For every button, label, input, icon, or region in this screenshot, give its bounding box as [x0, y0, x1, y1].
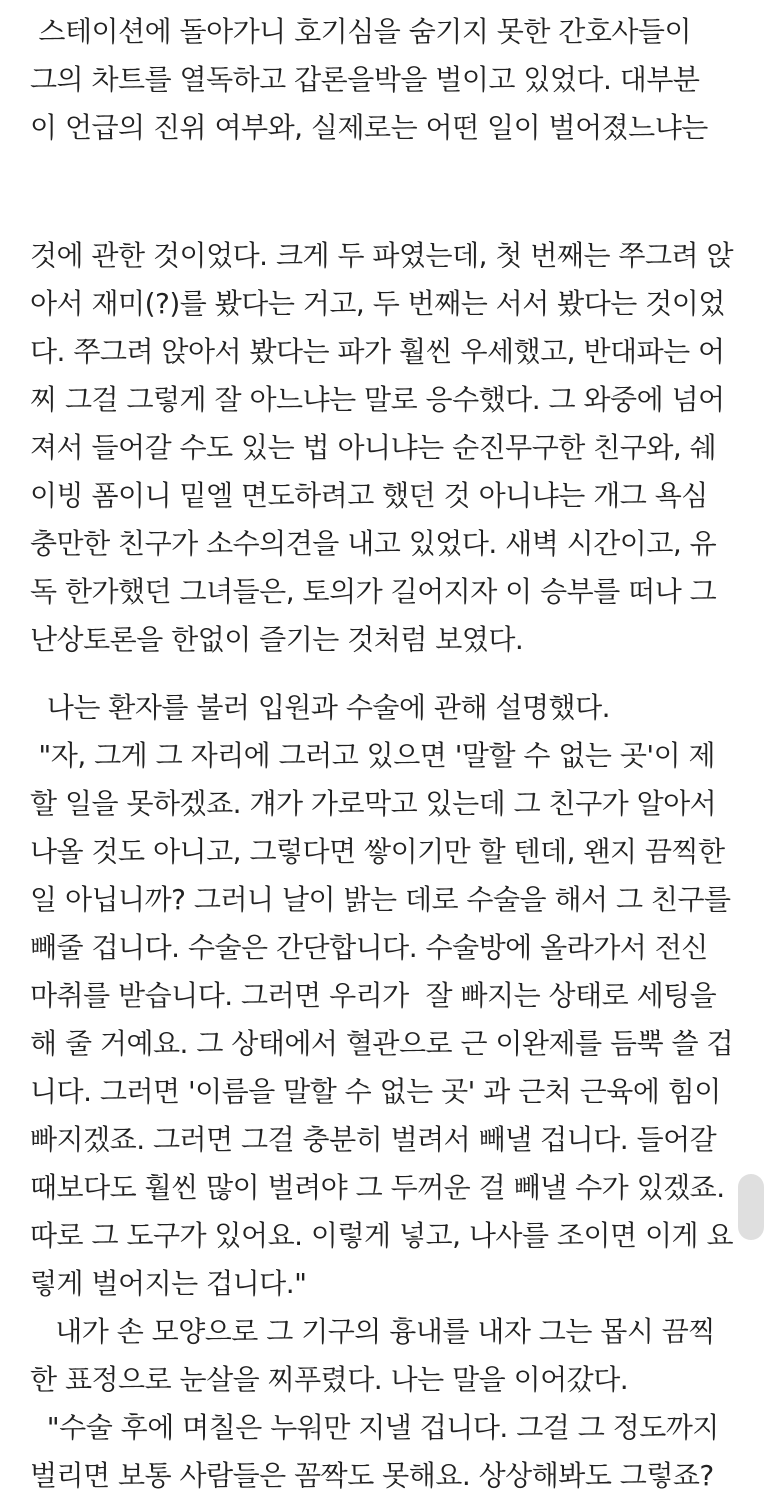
text-line: "수술 후에 며칠은 누워만 지낼 겁니다. 그걸 그 정도까지 [30, 1411, 719, 1444]
text-line: 일 아닙니까? 그러니 날이 밝는 데로 수술을 해서 그 친구를 [30, 883, 731, 916]
text-line: 따로 그 도구가 있어요. 이렇게 넣고, 나사를 조이면 이게 요 [30, 1219, 734, 1252]
text-line: 충만한 친구가 소수의견을 내고 있었다. 새벽 시간이고, 유 [30, 527, 717, 560]
text-line: 아서 재미(?)를 봤다는 거고, 두 번째는 서서 봤다는 것이었 [30, 287, 725, 320]
text-line: 다. 쭈그려 앉아서 봤다는 파가 훨씬 우세했고, 반대파는 어 [30, 335, 725, 368]
text-line: 이 언급의 진위 여부와, 실제로는 어떤 일이 벌어졌느냐는 [30, 111, 708, 144]
scrollbar-thumb[interactable] [738, 1174, 764, 1240]
paragraph-2 [30, 236, 760, 668]
text-line: 독 한가했던 그녀들은, 토의가 길어지자 이 승부를 떠나 그 [30, 575, 717, 608]
paragraph-1 [30, 12, 760, 156]
text-line: 빼줄 겁니다. 수술은 간단합니다. 수술방에 올라가서 전신 [30, 931, 708, 964]
text-line: 나는 환자를 불러 입원과 수술에 관해 설명했다. [30, 691, 611, 724]
text-line: 때보다도 훨씬 많이 벌려야 그 두꺼운 걸 빼낼 수가 있겠죠. [30, 1171, 725, 1204]
text-line: 찌 그걸 그렇게 잘 아느냐는 말로 응수했다. 그 와중에 넘어 [30, 383, 725, 416]
text-line: "자, 그게 그 자리에 그러고 있으면 '말할 수 없는 곳'이 제 [30, 739, 716, 772]
text-line: 져서 들어갈 수도 있는 법 아니냐는 순진무구한 친구와, 쉐 [30, 431, 717, 464]
text-line: 빠지겠죠. 그러면 그걸 충분히 벌려서 빼낼 겁니다. 들어갈 [30, 1123, 717, 1156]
text-line: 스테이션에 돌아가니 호기심을 숨기지 못한 간호사들이 [30, 15, 692, 48]
text-line: 마취를 받습니다. 그러면 우리가 잘 빠지는 상태로 세팅을 [30, 979, 717, 1012]
text-line: 것에 관한 것이었다. 크게 두 파였는데, 첫 번째는 쭈그려 앉 [30, 239, 734, 272]
paragraph-3 [30, 688, 760, 1504]
text-line: 그의 차트를 열독하고 갑론을박을 벌이고 있었다. 대부분 [30, 63, 700, 96]
text-line: 나올 것도 아니고, 그렇다면 쌓이기만 할 텐데, 왠지 끔찍한 [30, 835, 725, 868]
text-line: 렇게 벌어지는 겁니다." [30, 1267, 307, 1300]
text-line: 해 줄 거예요. 그 상태에서 혈관으로 근 이완제를 듬뿍 쓸 겁 [30, 1027, 734, 1060]
text-line: 내가 손 모양으로 그 기구의 흉내를 내자 그는 몹시 끔찍 [30, 1315, 715, 1348]
text-line: 할 일을 못하겠죠. 걔가 가로막고 있는데 그 친구가 알아서 [30, 787, 717, 820]
text-line: 한 표정으로 눈살을 찌푸렸다. 나는 말을 이어갔다. [30, 1363, 629, 1396]
text-line: 니다. 그러면 '이름을 말할 수 없는 곳' 과 근처 근육에 힘이 [30, 1075, 721, 1108]
text-line: 벌리면 보통 사람들은 꼼짝도 못해요. 상상해봐도 그렇죠? [30, 1459, 714, 1492]
text-line: 이빙 폼이니 밑엘 면도하려고 했던 것 아니냐는 개그 욕심 [30, 479, 708, 512]
text-line: 난상토론을 한없이 즐기는 것처럼 보였다. [30, 623, 524, 656]
